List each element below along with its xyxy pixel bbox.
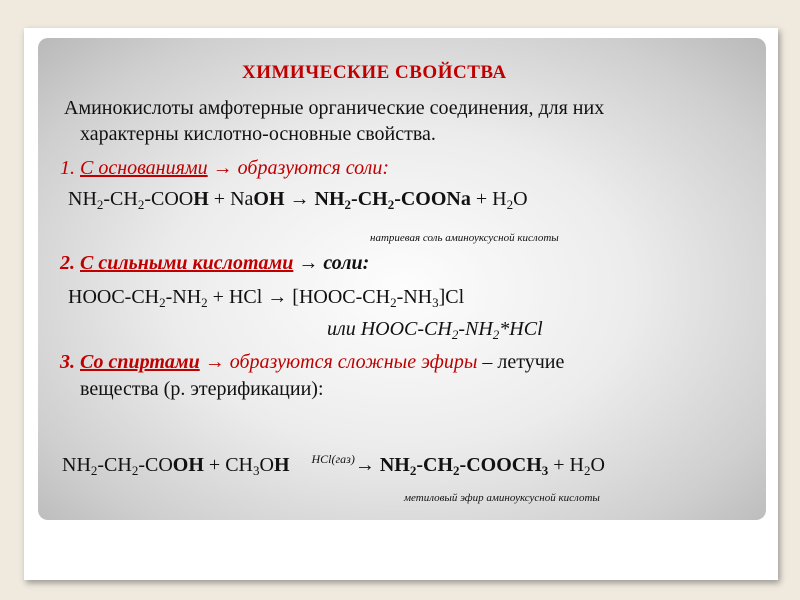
equation-1: $NH_2-CH_2$-COOH + NaOH → $NH_2-CH_2$-COONa + $H_2O$ xyxy=(68,188,528,212)
intro-line-1: Аминокислоты амфотерные органические соединения, для них xyxy=(64,97,605,119)
slide-title: ХИМИЧЕСКИЕ СВОЙСТВА xyxy=(242,62,507,83)
section-3-heading: 3. Со спиртами → образуются сложные эфиры – летучие xyxy=(60,351,565,373)
section-2-heading: 2. С сильными кислотами → соли: xyxy=(60,252,370,274)
equation-2: HOOC-$CH_2-NH_2$ + HCl → $[HOOC-CH_2-NH_3]Cl$ xyxy=(68,286,465,310)
section-1-heading: 1. С основаниями → образуются соли: xyxy=(60,157,389,179)
section-3-line-2: вещества (р. этерификации): xyxy=(80,378,324,400)
caption-methyl-ester: метиловый эфир аминоуксусной кислоты xyxy=(404,492,600,504)
caption-sodium-salt: натриевая соль аминоуксусной кислоты xyxy=(370,232,559,244)
equation-3: $NH_2-CH_2$-COOH + $CH_3OH$ $^{HCl(газ)}\to NH_2-CH_2-COOCH_3 + H_2O$ xyxy=(62,452,605,478)
equation-2-alt: или HOOC-$CH_2-NH_2*HCl$ xyxy=(327,318,543,342)
intro-line-2: характерны кислотно-основные свойства. xyxy=(80,123,436,145)
catalyst-label: HCl(газ) xyxy=(311,452,355,466)
